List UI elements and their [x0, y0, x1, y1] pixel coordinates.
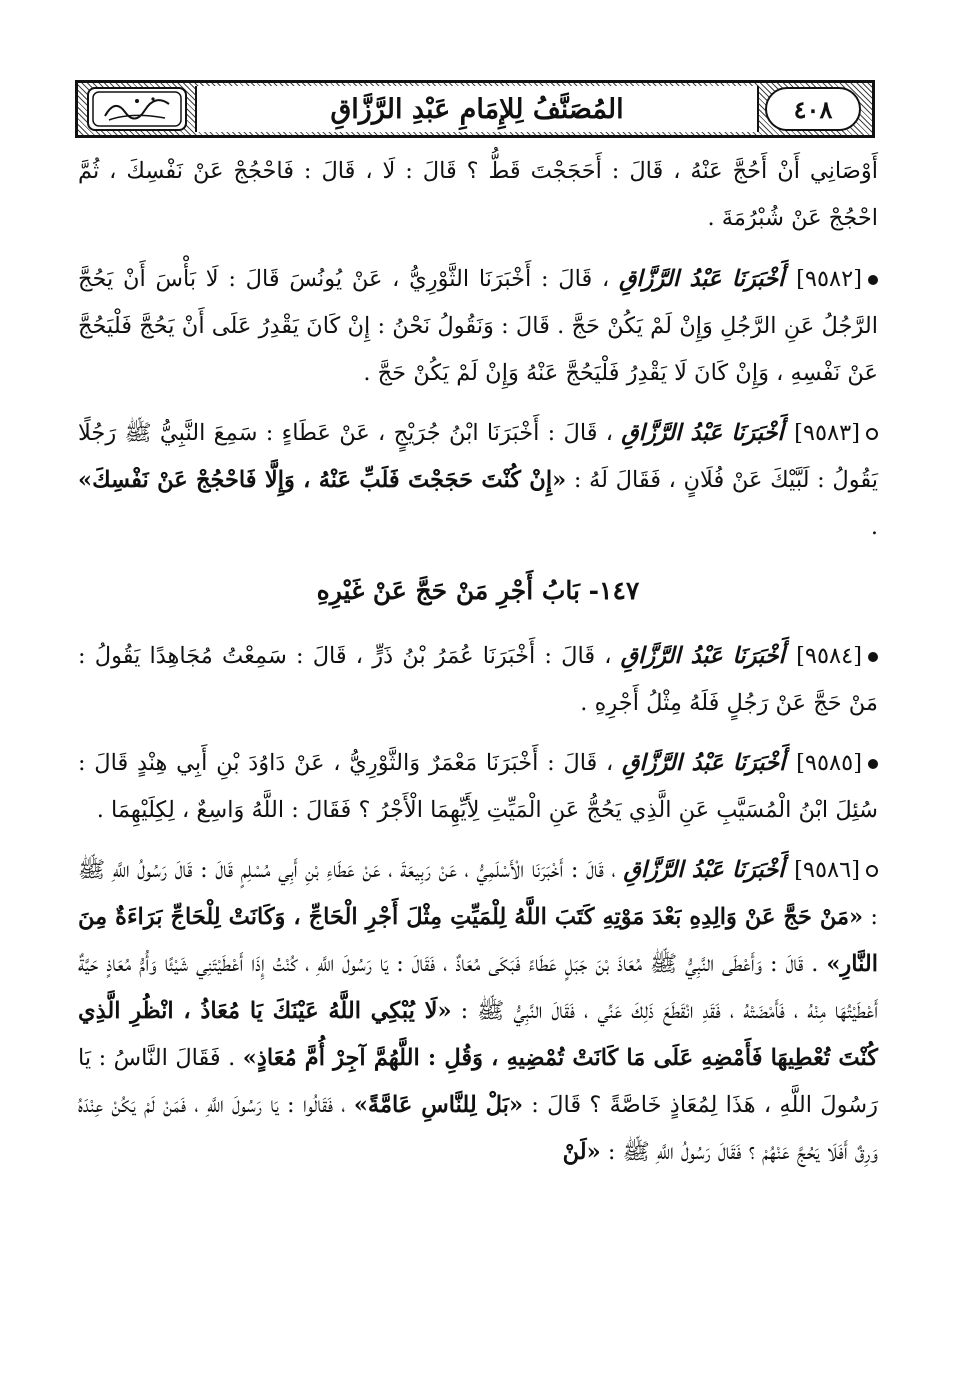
hadith-9586	[78, 847, 878, 1176]
hadith-number: [٩٥٨٥]	[796, 750, 863, 776]
chapter-heading: ١٤٧- بَابُ أَجْرِ مَنْ حَجَّ عَنْ غَيْرِهِ	[316, 576, 640, 605]
prophetic-saying: «إِنْ كُنْتَ حَجَجْتَ فَلَبِّ عَنْهُ ، وَإِلَّا فَاحْجُجْ عَنْ نَفْسِكَ»	[78, 467, 567, 493]
paragraph-text: أَوْصَانِي أَنْ أَحُجَّ عَنْهُ ، قَالَ : أَحَجَجْتَ قَطُّ ؟ قَالَ : لَا ، قَالَ : فَاحْجُجْ عَنْ نَفْسِكَ ، ثُمَّ احْجُجْ عَنْ شُبْرُمَةَ .	[78, 158, 878, 231]
hadith-9582	[78, 256, 878, 397]
hadith-number: [٩٥٨٤]	[796, 643, 862, 669]
hadith-text: ، قَالَ : أَخْبَرَنَا عُمَرُ بْنُ ذَرٍّ ، قَالَ : سَمِعْتُ مُجَاهِدًا يَقُولُ : مَنْ حَجَّ عَنْ رَجُلٍ فَلَهُ مِثْلُ أَجْرِهِ .	[78, 643, 878, 716]
hadith-text: . قَالَ : وَأَعْطَى النَّبِيُّ ﷺ مُعَاذَ بْنَ جَبَلٍ عَطَاءً فَبَكَى مُعَاذٌ ، فَقَالَ : يَا رَسُولَ اللَّهِ ، كُنْتُ إِذَا أَعْطَيْتَنِي شَيْئًا وَأُمُّ مُعَاذٍ حَيَّةٌ أَعْطَيْتُهَا مِنْهُ ، فَأَمْضَتْهُ ، فَقَدِ انْقَطَعَ ذَلِكَ عَنِّي ، فَقَالَ النَّبِيُّ ﷺ :	[78, 951, 879, 1024]
hadith-text: ، قَالَ : أَخْبَرَنَا مَعْمَرٌ وَالثَّوْرِيُّ ، عَنْ دَاوُدَ بْنِ أَبِي هِنْدٍ قَالَ : سُئِلَ ابْنُ الْمُسَيَّبِ عَنِ الَّذِي يَحُجُّ عَنِ الْمَيِّتِ لِأَيِّهِمَا الْأَجْرُ ؟ فَقَالَ : اللَّهُ وَاسِعٌ ، لِكِلَيْهِمَا .	[78, 750, 878, 823]
hadith-end: .	[870, 514, 878, 540]
ring-icon	[866, 428, 878, 440]
prophetic-saying: «لَا يُبْكِي اللَّهُ عَيْنَكَ يَا مُعَاذُ ، انْظُرِ الَّذِي كُنْتَ تُعْطِيهَا فَأَمْضِهِ عَلَى مَا كَانَتْ تُمْضِيهِ ، وَقُلِ : اللَّهُمَّ آجِرْ أُمَّ مُعَاذٍ»	[78, 998, 878, 1071]
book-logo-icon	[87, 87, 187, 131]
hadith-9585	[78, 740, 878, 834]
hadith-text: . فَقَالَ النَّاسُ : يَا رَسُولَ اللَّهِ ، هَذَا لِمُعَاذٍ خَاصَّةً ؟ قَالَ :	[78, 1045, 878, 1118]
hadith-number: [٩٥٨٢]	[796, 266, 862, 292]
continuation-paragraph	[78, 148, 878, 242]
prophetic-saying: «بَلْ لِلنَّاسِ عَامَّةً»	[353, 1092, 524, 1118]
running-header	[75, 80, 875, 138]
page-number: ٤٠٨	[793, 94, 833, 124]
isnad-lead: أَخْبَرَنَا عَبْدُ الرَّزَّاقِ	[618, 266, 785, 292]
isnad-lead: أَخْبَرَنَا عَبْدُ الرَّزَّاقِ	[621, 420, 784, 446]
isnad-lead: أَخْبَرَنَا عَبْدُ الرَّزَّاقِ	[622, 750, 786, 776]
prophetic-saying: «لَنْ	[562, 1139, 601, 1165]
prophetic-saying: «مَنْ حَجَّ عَنْ وَالِدِهِ بَعْدَ مَوْتِهِ كَتَبَ اللَّهُ لِلْمَيِّتِ مِثْلَ أَجْرِ الْحَاجِّ ، وَكَانَتْ لِلْحَاجِّ بَرَاءَةٌ مِنَ النَّارِ»	[78, 904, 879, 977]
hadith-9583	[78, 410, 878, 551]
hadith-text: ، قَالَ : أَخْبَرَنَا ابْنُ جُرَيْجٍ ، عَنْ عَطَاءٍ : سَمِعَ النَّبِيُّ ﷺ رَجُلًا يَقُولُ : لَبَّيْكَ عَنْ فُلَانٍ ، فَقَالَ لَهُ :	[78, 420, 878, 493]
bullet-icon	[868, 759, 878, 769]
header-title-panel	[195, 86, 759, 132]
hadith-number: [٩٥٨٦]	[794, 857, 860, 883]
bullet-icon	[868, 652, 878, 662]
ring-icon	[866, 865, 878, 877]
hadith-text: ، قَالَ : أَخْبَرَنَا الْأَسْلَمِيُّ ، عَنْ رَبِيعَةَ ، عَنْ عَطَاءِ بْنِ أَبِي مُسْلِمٍ قَالَ : قَالَ رَسُولُ اللَّهِ ﷺ :	[78, 857, 878, 930]
page-body	[78, 148, 878, 1189]
hadith-9584	[78, 633, 878, 727]
isnad-lead: أَخْبَرَنَا عَبْدُ الرَّزَّاقِ	[620, 643, 785, 669]
book-title: المُصَنَّفُ لِلإِمَامِ عَبْدِ الرَّزَّاقِ	[330, 93, 624, 125]
hadith-text: ، فَقَالُوا : يَا رَسُولَ اللَّهِ ، فَمَنْ لَمْ يَكُنْ عِنْدَهُ وَرِقٌ أَفَلَا يَحُجَّ عَنْهُمْ ؟ فَقَالَ رَسُولُ اللَّهِ ﷺ :	[78, 1092, 878, 1165]
hadith-number: [٩٥٨٣]	[794, 420, 860, 446]
page-number-cartouche	[765, 87, 861, 131]
isnad-lead: أَخْبَرَنَا عَبْدُ الرَّزَّاقِ	[623, 857, 785, 883]
hadith-text: ، قَالَ : أَخْبَرَنَا الثَّوْرِيُّ ، عَنْ يُونُسَ قَالَ : لَا بَأْسَ أَنْ يَحُجَّ الرَّجُلُ عَنِ الرَّجُلِ وَإِنْ لَمْ يَكُنْ حَجَّ . قَالَ : وَنَقُولُ نَحْنُ : إِنْ كَانَ يَقْدِرُ عَلَى أَنْ يَحُجَّ فَلْيَحُجَّ عَنْ نَفْسِهِ ، وَإِنْ كَانَ لَا يَقْدِرُ فَلْيَحُجَّ عَنْهُ وَإِنْ لَمْ يَكُنْ حَجَّ .	[78, 266, 878, 386]
bullet-icon	[868, 275, 878, 285]
